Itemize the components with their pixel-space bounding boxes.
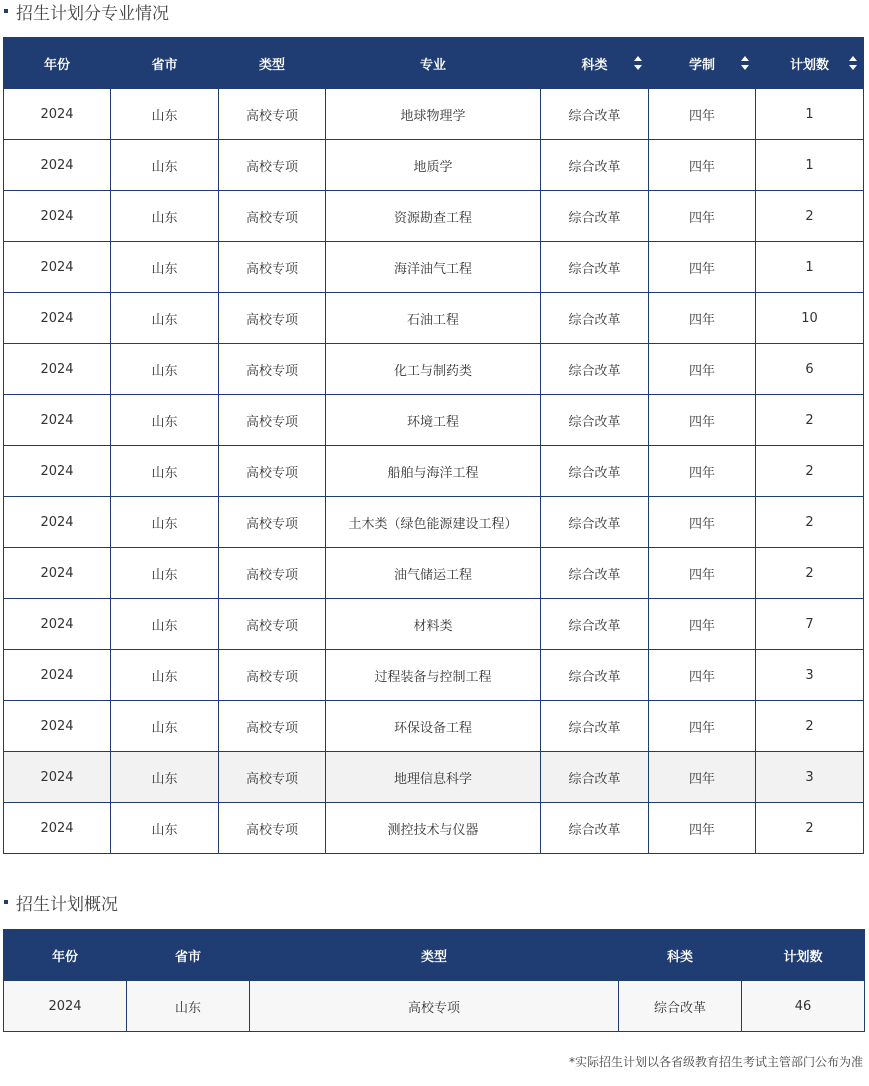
subject-cell: 综合改革 bbox=[541, 548, 649, 599]
duration-cell: 四年 bbox=[649, 89, 756, 140]
plan-count-cell: 3 bbox=[756, 752, 864, 803]
province-cell: 山东 bbox=[111, 140, 219, 191]
table-row bbox=[4, 803, 864, 854]
subject-cell: 综合改革 bbox=[541, 242, 649, 293]
type-cell: 高校专项 bbox=[219, 395, 326, 446]
plan-count-cell: 2 bbox=[756, 803, 864, 854]
column-header-duration: 学制 bbox=[688, 57, 715, 73]
plan-count-cell: 2 bbox=[756, 548, 864, 599]
major-cell: 环境工程 bbox=[326, 395, 541, 446]
type-cell: 高校专项 bbox=[219, 344, 326, 395]
table-row bbox=[4, 497, 864, 548]
province-cell: 山东 bbox=[111, 548, 219, 599]
province-cell: 山东 bbox=[111, 191, 219, 242]
type-cell: 高校专项 bbox=[219, 548, 326, 599]
type-cell: 高校专项 bbox=[219, 650, 326, 701]
table-row bbox=[4, 752, 864, 803]
year-cell: 2024 bbox=[4, 89, 111, 140]
plan-count-cell: 46 bbox=[742, 981, 865, 1032]
duration-cell: 四年 bbox=[649, 650, 756, 701]
sort-icon[interactable] bbox=[634, 56, 642, 70]
duration-cell: 四年 bbox=[649, 803, 756, 854]
subject-cell: 综合改革 bbox=[541, 446, 649, 497]
column-header-type: 类型 bbox=[219, 38, 326, 89]
column-header-subject: 科类 bbox=[581, 57, 608, 73]
table-row bbox=[4, 293, 864, 344]
year-cell: 2024 bbox=[4, 344, 111, 395]
column-header-plan-count: 计划数 bbox=[742, 930, 865, 981]
province-cell: 山东 bbox=[111, 395, 219, 446]
plan-count-cell: 1 bbox=[756, 140, 864, 191]
column-header-plan-count-sortable[interactable] bbox=[756, 38, 864, 89]
duration-cell: 四年 bbox=[649, 242, 756, 293]
section-title-plan-by-major: 招生计划分专业情况 bbox=[4, 0, 169, 22]
province-cell: 山东 bbox=[111, 446, 219, 497]
major-cell: 过程装备与控制工程 bbox=[326, 650, 541, 701]
column-header-province: 省市 bbox=[127, 930, 250, 981]
plan-by-major-table bbox=[3, 37, 864, 854]
year-cell: 2024 bbox=[4, 293, 111, 344]
province-cell: 山东 bbox=[111, 650, 219, 701]
duration-cell: 四年 bbox=[649, 752, 756, 803]
plan-count-cell: 7 bbox=[756, 599, 864, 650]
major-cell: 地质学 bbox=[326, 140, 541, 191]
section-bullet-icon bbox=[4, 9, 8, 13]
province-cell: 山东 bbox=[111, 599, 219, 650]
sort-icon[interactable] bbox=[849, 56, 857, 70]
plan-count-cell: 2 bbox=[756, 701, 864, 752]
plan-overview-table bbox=[3, 929, 865, 1032]
column-header-type: 类型 bbox=[250, 930, 619, 981]
type-cell: 高校专项 bbox=[219, 803, 326, 854]
sort-icon[interactable] bbox=[741, 56, 749, 70]
subject-cell: 综合改革 bbox=[541, 701, 649, 752]
year-cell: 2024 bbox=[4, 242, 111, 293]
year-cell: 2024 bbox=[4, 599, 111, 650]
table-row bbox=[4, 701, 864, 752]
province-cell: 山东 bbox=[111, 701, 219, 752]
subject-cell: 综合改革 bbox=[541, 803, 649, 854]
table-row bbox=[4, 140, 864, 191]
type-cell: 高校专项 bbox=[219, 497, 326, 548]
year-cell: 2024 bbox=[4, 701, 111, 752]
year-cell: 2024 bbox=[4, 140, 111, 191]
plan-count-cell: 2 bbox=[756, 395, 864, 446]
table-row bbox=[4, 650, 864, 701]
table-row bbox=[4, 446, 864, 497]
table-row bbox=[4, 981, 865, 1032]
year-cell: 2024 bbox=[4, 191, 111, 242]
table-header-row bbox=[4, 930, 865, 981]
section-bullet-icon bbox=[4, 900, 8, 904]
duration-cell: 四年 bbox=[649, 344, 756, 395]
subject-cell: 综合改革 bbox=[541, 293, 649, 344]
year-cell: 2024 bbox=[4, 803, 111, 854]
type-cell: 高校专项 bbox=[219, 446, 326, 497]
duration-cell: 四年 bbox=[649, 701, 756, 752]
duration-cell: 四年 bbox=[649, 395, 756, 446]
footnote: *实际招生计划以各省级教育招生考试主管部门公布为准 bbox=[568, 1055, 863, 1069]
province-cell: 山东 bbox=[111, 242, 219, 293]
section-title-plan-overview: 招生计划概况 bbox=[4, 891, 118, 913]
plan-count-cell: 3 bbox=[756, 650, 864, 701]
year-cell: 2024 bbox=[4, 752, 111, 803]
type-cell: 高校专项 bbox=[250, 981, 619, 1032]
subject-cell: 综合改革 bbox=[619, 981, 742, 1032]
subject-cell: 综合改革 bbox=[541, 599, 649, 650]
province-cell: 山东 bbox=[111, 89, 219, 140]
major-cell: 化工与制药类 bbox=[326, 344, 541, 395]
table-row bbox=[4, 242, 864, 293]
year-cell: 2024 bbox=[4, 981, 127, 1032]
table-row bbox=[4, 344, 864, 395]
duration-cell: 四年 bbox=[649, 191, 756, 242]
year-cell: 2024 bbox=[4, 497, 111, 548]
major-cell: 地理信息科学 bbox=[326, 752, 541, 803]
major-cell: 土木类（绿色能源建设工程） bbox=[326, 497, 541, 548]
major-cell: 石油工程 bbox=[326, 293, 541, 344]
year-cell: 2024 bbox=[4, 446, 111, 497]
type-cell: 高校专项 bbox=[219, 701, 326, 752]
province-cell: 山东 bbox=[111, 497, 219, 548]
major-cell: 地球物理学 bbox=[326, 89, 541, 140]
plan-count-cell: 10 bbox=[756, 293, 864, 344]
duration-cell: 四年 bbox=[649, 446, 756, 497]
plan-count-cell: 1 bbox=[756, 89, 864, 140]
subject-cell: 综合改革 bbox=[541, 752, 649, 803]
year-cell: 2024 bbox=[4, 548, 111, 599]
plan-count-cell: 2 bbox=[756, 497, 864, 548]
column-header-subject-sortable[interactable] bbox=[541, 38, 649, 89]
major-cell: 油气储运工程 bbox=[326, 548, 541, 599]
province-cell: 山东 bbox=[111, 752, 219, 803]
subject-cell: 综合改革 bbox=[541, 191, 649, 242]
column-header-year: 年份 bbox=[4, 38, 111, 89]
subject-cell: 综合改革 bbox=[541, 395, 649, 446]
table-row bbox=[4, 548, 864, 599]
type-cell: 高校专项 bbox=[219, 752, 326, 803]
province-cell: 山东 bbox=[111, 803, 219, 854]
column-header-duration-sortable[interactable] bbox=[649, 38, 756, 89]
subject-cell: 综合改革 bbox=[541, 650, 649, 701]
duration-cell: 四年 bbox=[649, 548, 756, 599]
type-cell: 高校专项 bbox=[219, 242, 326, 293]
major-cell: 测控技术与仪器 bbox=[326, 803, 541, 854]
duration-cell: 四年 bbox=[649, 497, 756, 548]
province-cell: 山东 bbox=[127, 981, 250, 1032]
major-cell: 船舶与海洋工程 bbox=[326, 446, 541, 497]
duration-cell: 四年 bbox=[649, 599, 756, 650]
column-header-plan-count: 计划数 bbox=[789, 57, 829, 73]
major-cell: 资源勘查工程 bbox=[326, 191, 541, 242]
type-cell: 高校专项 bbox=[219, 89, 326, 140]
plan-count-cell: 1 bbox=[756, 242, 864, 293]
year-cell: 2024 bbox=[4, 395, 111, 446]
plan-count-cell: 2 bbox=[756, 191, 864, 242]
subject-cell: 综合改革 bbox=[541, 89, 649, 140]
table-row bbox=[4, 395, 864, 446]
major-cell: 海洋油气工程 bbox=[326, 242, 541, 293]
major-cell: 材料类 bbox=[326, 599, 541, 650]
subject-cell: 综合改革 bbox=[541, 140, 649, 191]
duration-cell: 四年 bbox=[649, 293, 756, 344]
column-header-subject: 科类 bbox=[619, 930, 742, 981]
province-cell: 山东 bbox=[111, 344, 219, 395]
type-cell: 高校专项 bbox=[219, 599, 326, 650]
subject-cell: 综合改革 bbox=[541, 344, 649, 395]
type-cell: 高校专项 bbox=[219, 191, 326, 242]
province-cell: 山东 bbox=[111, 293, 219, 344]
subject-cell: 综合改革 bbox=[541, 497, 649, 548]
major-cell: 环保设备工程 bbox=[326, 701, 541, 752]
table-header-row bbox=[4, 38, 864, 89]
table-row bbox=[4, 599, 864, 650]
table-row bbox=[4, 191, 864, 242]
plan-count-cell: 6 bbox=[756, 344, 864, 395]
table-row bbox=[4, 89, 864, 140]
column-header-year: 年份 bbox=[4, 930, 127, 981]
type-cell: 高校专项 bbox=[219, 293, 326, 344]
column-header-major: 专业 bbox=[326, 38, 541, 89]
duration-cell: 四年 bbox=[649, 140, 756, 191]
column-header-province: 省市 bbox=[111, 38, 219, 89]
type-cell: 高校专项 bbox=[219, 140, 326, 191]
plan-count-cell: 2 bbox=[756, 446, 864, 497]
year-cell: 2024 bbox=[4, 650, 111, 701]
